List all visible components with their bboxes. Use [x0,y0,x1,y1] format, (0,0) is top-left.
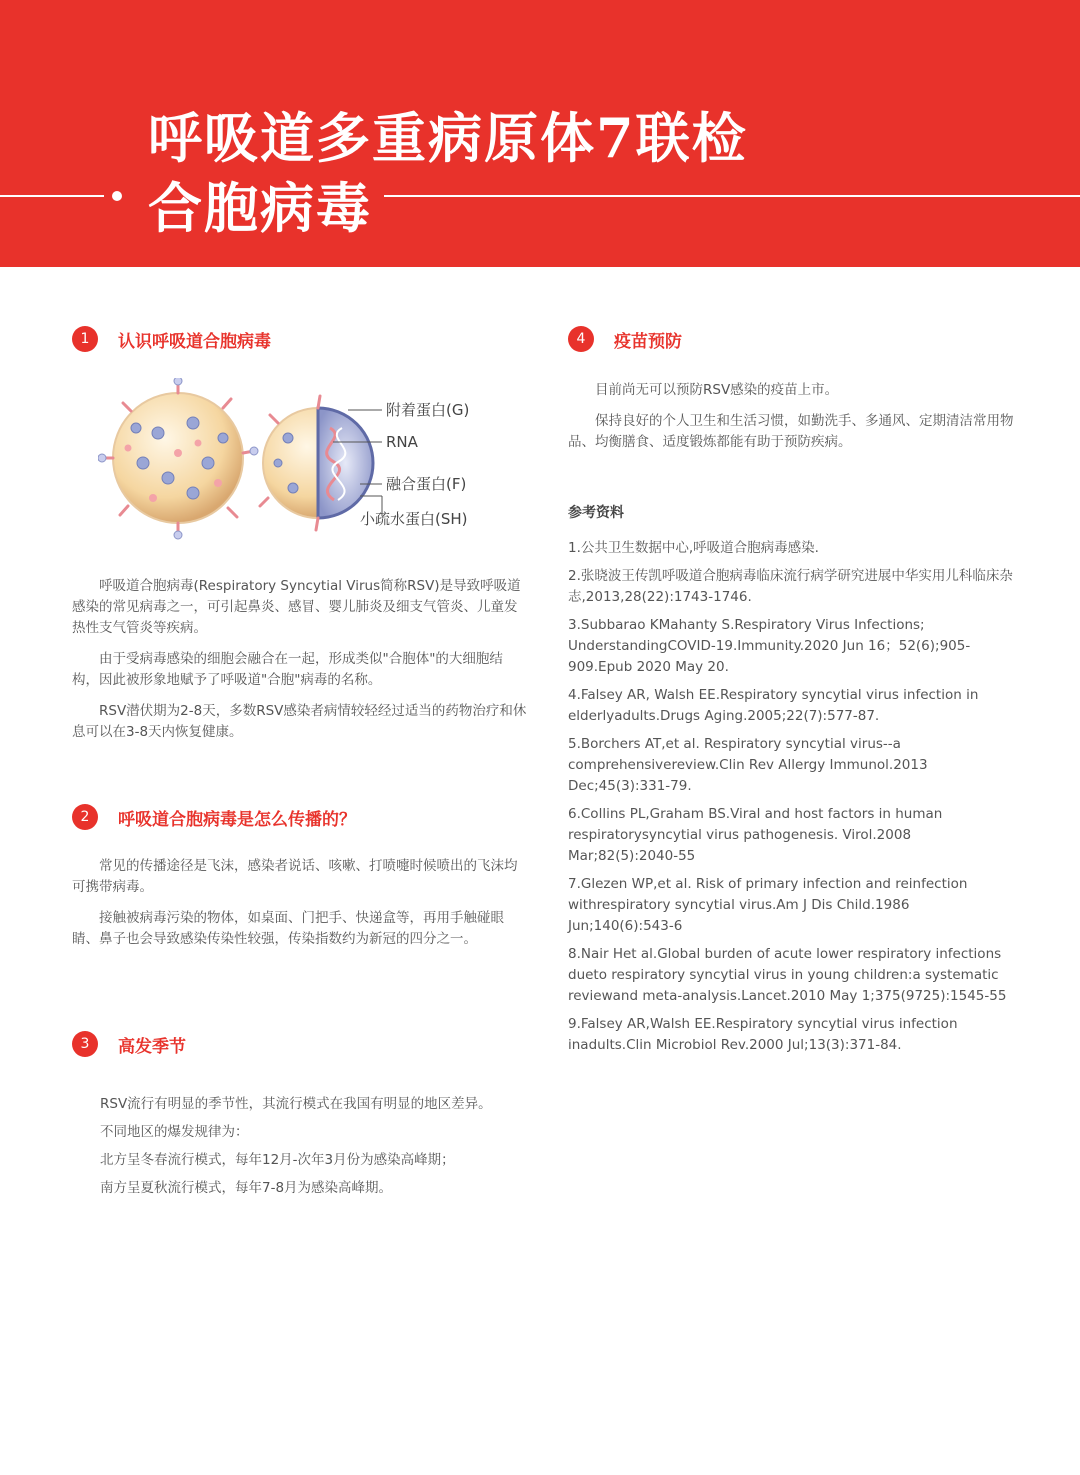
label-sh-protein: 小疏水蛋白(SH) [360,510,468,528]
reference-item: 2.张晓波王传凯呼吸道合胞病毒临床流行病学研究进展中华实用儿科临床杂志,2013,28(22):1743-1746. [568,568,1013,605]
label-rna: RNA [386,433,418,451]
paragraph: 由于受病毒感染的细胞会融合在一起，形成类似"合胞体"的大细胞结构，因此被形象地赋予了呼吸道"合胞"病毒的名称。 [72,651,503,688]
paragraph: RSV潜伏期为2-8天，多数RSV感染者病情较轻经过适当的药物治疗和休息可以在3-8天内恢复健康。 [72,703,527,740]
virus-particle-whole [98,378,258,539]
reference-item: 8.Nair Het al.Global burden of acute lower respiratory infections dueto respiratory syncytial virus in young children:a systematic reviewand meta-analysis.Lancet.2010 May 1;375(9725):1545-55 [568,946,1007,1004]
title-rule-right [384,195,1080,197]
section-3-body [100,1094,530,1206]
references-title: 参考资料 [568,505,624,521]
virus-particle-cutaway [260,396,373,530]
header-banner [0,0,1080,267]
page-subtitle: 合胞病毒 [148,176,372,240]
reference-item: 7.Glezen WP,et al. Risk of primary infection and reinfection withrespiratory syncytial virus.Am J Dis Child.1986 Jun;140(6):543-6 [568,876,968,934]
section-1-body [72,576,528,753]
reference-item: 5.Borchers AT,et al. Respiratory syncytial virus--a comprehensivereview.Clin Rev Allergy Immunol.2013 Dec;45(3):331-79. [568,736,928,794]
reference-item: 6.Collins PL,Graham BS.Viral and host factors in human respiratorysyncytial virus pathogenesis. Virol.2008 Mar;82(5):2040-55 [568,806,943,864]
reference-item: 1.公共卫生数据中心,呼吸道合胞病毒感染. [568,540,819,556]
reference-item: 4.Falsey AR, Walsh EE.Respiratory syncytial virus infection in elderlyadults.Drugs Aging.2005;22(7):577-87. [568,687,979,724]
section-number-badge: 2 [72,804,98,830]
rsv-structure-diagram [98,378,518,543]
paragraph: 目前尚无可以预防RSV感染的疫苗上市。 [595,382,839,398]
section-4-heading [568,325,682,353]
paragraph: 接触被病毒污染的物体，如桌面、门把手、快递盒等，再用手触碰眼睛、鼻子也会导致感染传染性较强，传染指数约为新冠的四分之一。 [72,910,504,947]
section-title: 呼吸道合胞病毒是怎么传播的？ [118,809,356,830]
text-line: 北方呈冬春流行模式，每年12月-次年3月份为感染高峰期； [100,1152,455,1168]
section-2-heading [72,803,356,831]
paragraph: 呼吸道合胞病毒(Respiratory Syncytial Virus简称RSV)是导致呼吸道感染的常见病毒之一，可引起鼻炎、感冒、婴儿肺炎及细支气管炎、儿童发热性支气管炎等疾病。 [72,578,521,636]
reference-item: 9.Falsey AR,Walsh EE.Respiratory syncytial virus infection inadults.Clin Microbiol Rev.2000 Jul;13(3):371-84. [568,1016,958,1053]
section-title: 认识呼吸道合胞病毒 [118,331,271,352]
section-title: 疫苗预防 [614,331,682,352]
section-3-heading [72,1030,186,1058]
text-line: RSV流行有明显的季节性，其流行模式在我国有明显的地区差异。 [100,1096,492,1112]
text-line: 不同地区的爆发规律为： [100,1124,249,1140]
label-fusion-protein: 融合蛋白(F) [386,475,467,493]
section-title: 高发季节 [118,1036,186,1057]
title-rule-dot [112,191,122,201]
section-2-body [72,856,528,960]
paragraph: 保持良好的个人卫生和生活习惯，如勤洗手、多通风、定期清洁常用物品、均衡膳食、适度锻炼都能有助于预防疾病。 [568,413,1014,450]
section-number-badge: 4 [568,326,594,352]
section-4-body [568,380,1014,463]
references-list [568,538,1014,1063]
page-title: 呼吸道多重病原体7联检 [148,106,748,170]
section-number-badge: 1 [72,326,98,352]
title-rule-left [0,195,104,197]
section-1-heading [72,325,271,353]
paragraph: 常见的传播途径是飞沫，感染者说话、咳嗽、打喷嚏时候喷出的飞沫均可携带病毒。 [72,858,518,895]
section-number-badge: 3 [72,1031,98,1057]
label-attachment-protein: 附着蛋白(G) [386,401,470,419]
text-line: 南方呈夏秋流行模式，每年7-8月为感染高峰期。 [100,1180,393,1196]
reference-item: 3.Subbarao KMahanty S.Respiratory Virus Infections; UnderstandingCOVID-19.Immunity.2020 Jun 16；52(6);905-909.Epub 2020 May 20. [568,617,971,675]
